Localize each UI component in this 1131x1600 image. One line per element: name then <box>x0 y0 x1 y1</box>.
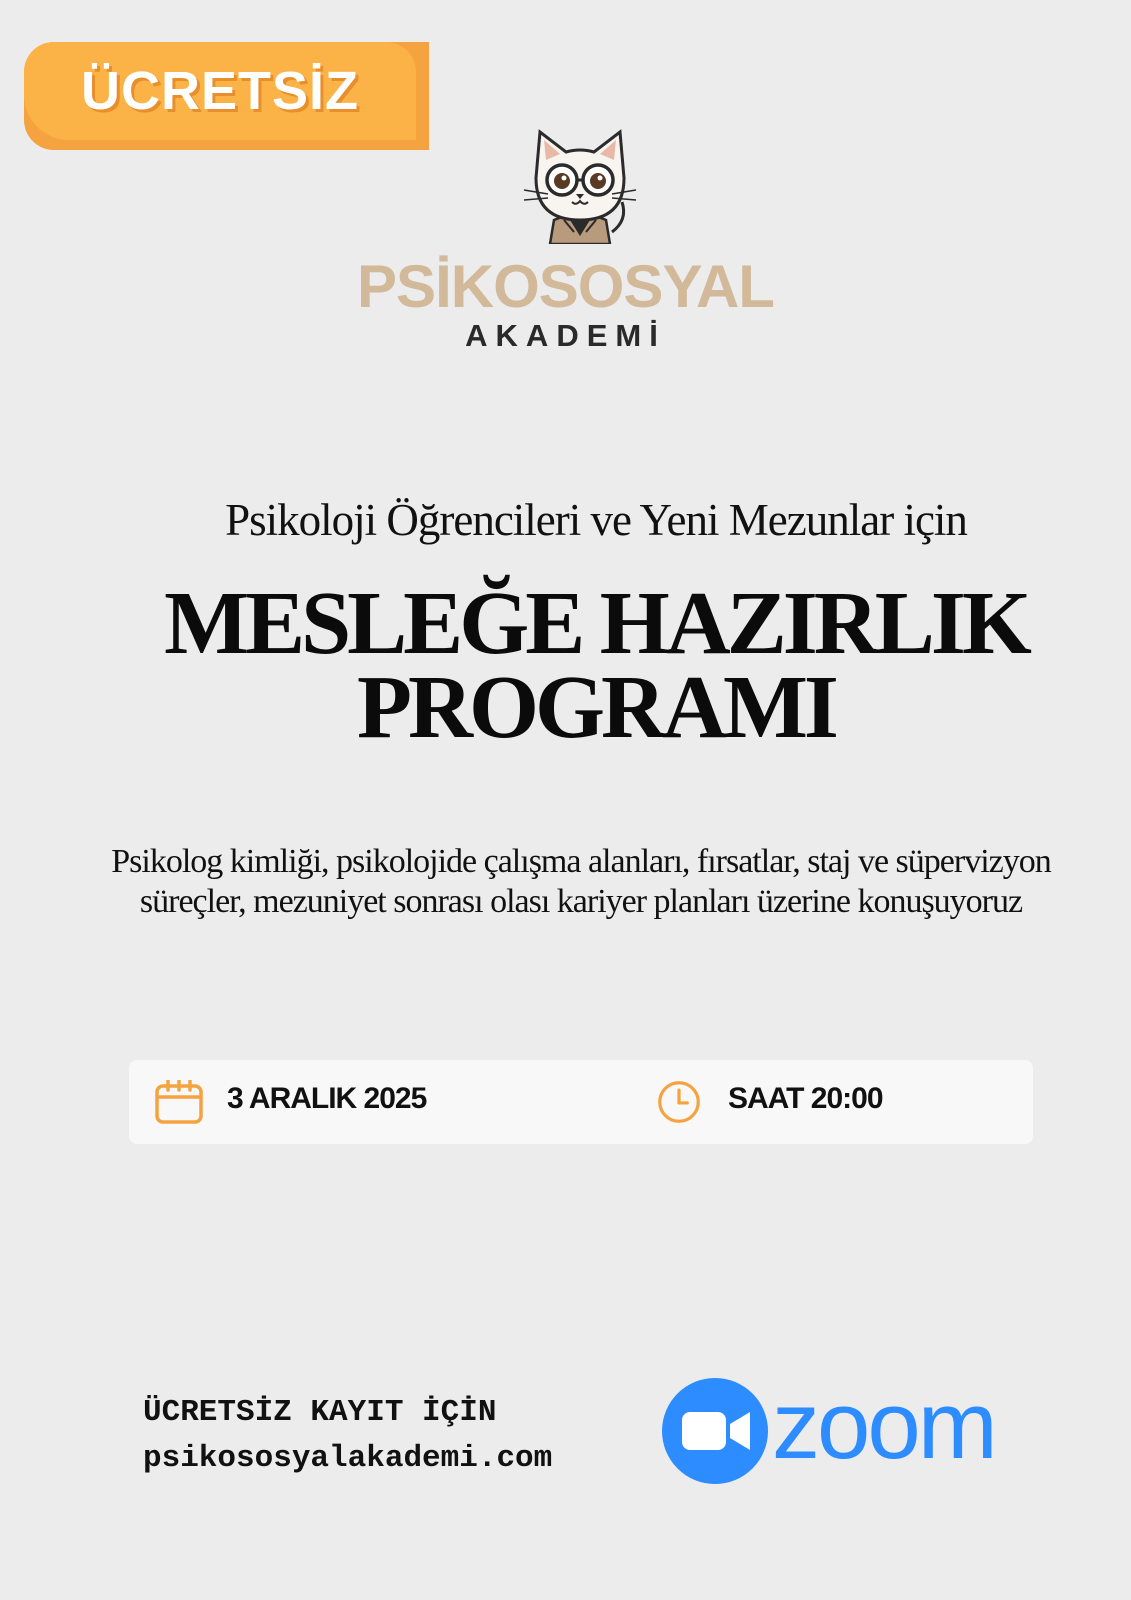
registration-label: ÜCRETSİZ KAYIT İÇİN <box>143 1395 497 1430</box>
calendar-icon <box>155 1080 203 1124</box>
brand-name: PSİKOSOSYAL <box>357 253 774 320</box>
registration-website[interactable]: psikososyalakademi.com <box>143 1441 553 1476</box>
event-title <box>0 574 1131 757</box>
brand-subtitle: AKADEMİ <box>465 318 666 353</box>
registration-info <box>143 1390 552 1482</box>
clock-icon <box>655 1080 703 1124</box>
free-badge <box>24 42 429 150</box>
zoom-wordmark: zoom <box>772 1376 995 1479</box>
event-time: SAAT 20:00 <box>728 1082 883 1115</box>
zoom-logo <box>660 1376 1005 1486</box>
event-subtitle: Psikoloji Öğrencileri ve Yeni Mezunlar için <box>225 495 967 545</box>
cat-with-glasses-icon <box>520 124 640 244</box>
event-description: Psikolog kimliği, psikolojide çalışma alanları, fırsatlar, staj ve süpervizyon süreçler, mezuniyet sonrası olası kariyer planları üzerine konuşuyoruz <box>111 843 1051 920</box>
event-info-bar <box>129 1060 1033 1144</box>
badge-label: ÜCRETSİZ <box>81 61 359 121</box>
event-title-line-2: PROGRAMI <box>357 658 835 757</box>
zoom-camera-icon <box>662 1378 768 1484</box>
badge-front <box>24 42 416 140</box>
event-date: 3 ARALIK 2025 <box>227 1082 427 1115</box>
event-title-line-1: MESLEĞE HAZIRLIK <box>164 574 1028 673</box>
